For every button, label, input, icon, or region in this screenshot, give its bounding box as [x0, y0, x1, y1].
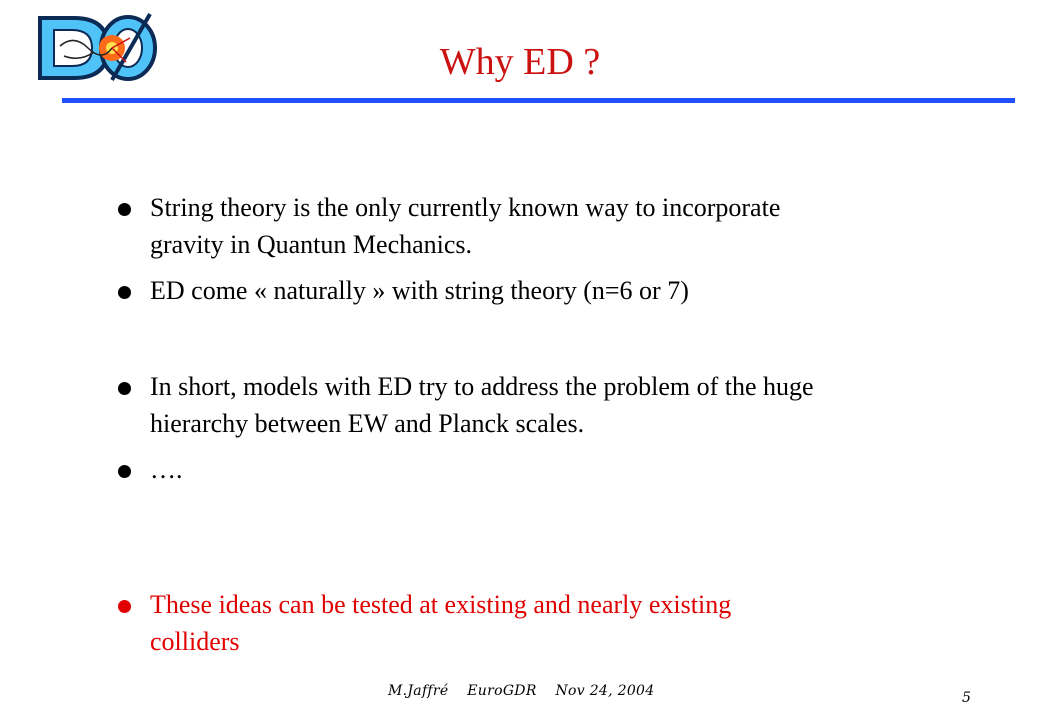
- bullet-text: ED come « naturally » with string theory (n=6 or 7): [150, 276, 689, 305]
- bullet-dot-icon: [118, 465, 131, 478]
- footer-author: M.Jaffré: [388, 683, 449, 699]
- footer-date: Nov 24, 2004: [555, 683, 655, 699]
- bullet-text: String theory is the only currently known way to incorporate gravity in Quantun Mechanics.: [150, 193, 781, 259]
- slide-title: Why ED ?: [439, 41, 601, 83]
- bullet-dot-icon: [118, 286, 131, 299]
- slide-footer: [388, 683, 668, 699]
- footer-event: EuroGDR: [467, 683, 537, 699]
- bullet-dot-icon: [118, 600, 131, 613]
- bullet-text: These ideas can be tested at existing and nearly existing colliders: [150, 590, 732, 656]
- bullet-text: ….: [150, 455, 183, 484]
- bullet-dot-icon: [118, 382, 131, 395]
- title-rule: [62, 98, 1015, 103]
- page-number: 5: [962, 690, 971, 706]
- bullet-dot-icon: [118, 203, 131, 216]
- bullet-text: In short, models with ED try to address the problem of the huge hierarchy between EW and Planck scales.: [150, 372, 814, 438]
